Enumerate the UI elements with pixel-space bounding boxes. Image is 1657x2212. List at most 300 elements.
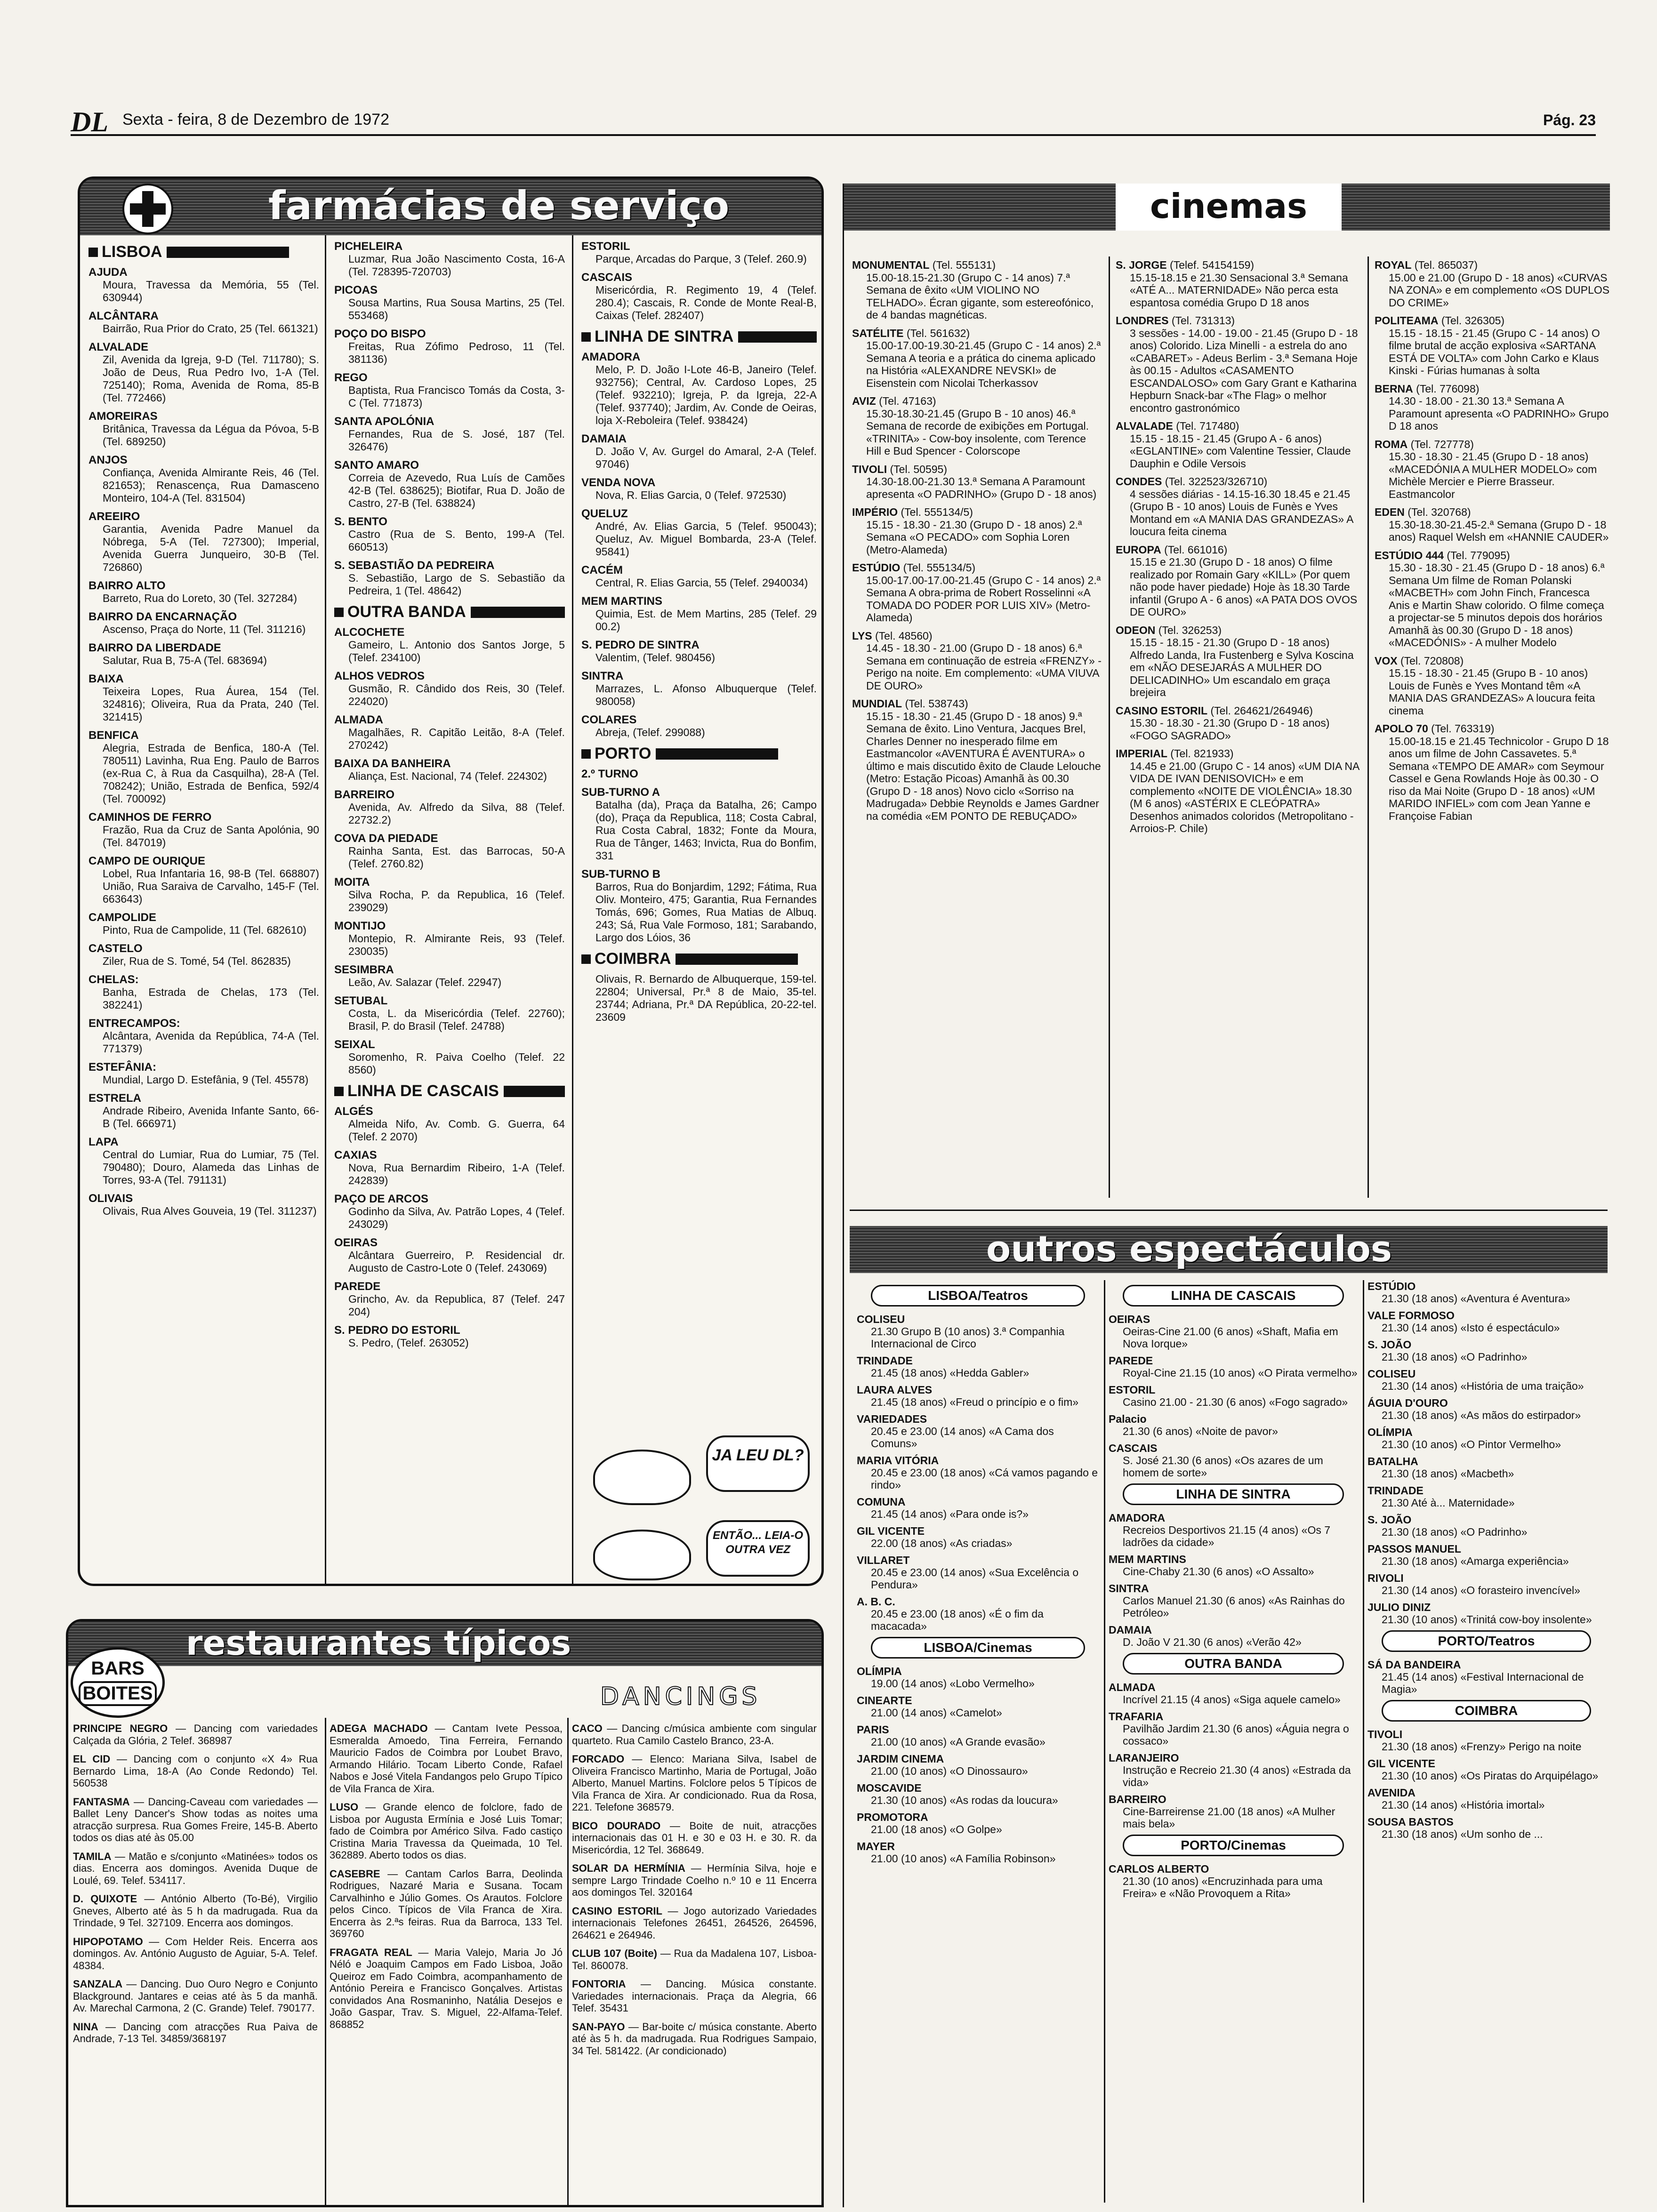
cinema-header [1375, 383, 1610, 395]
show-info: 21.45 (18 anos) «Hedda Gabler» [871, 1367, 1030, 1379]
pharmacy-area: ENTRECAMPOS: [88, 1017, 180, 1030]
venue-description: Dancing. Música constante. Variedades internacionais. Praça da Alegria, 66 Telef. 35431 [572, 1978, 817, 2014]
pharmacy-text: Moura, Travessa da Memória, 55 (Tel. 630944) [103, 279, 319, 304]
pharmacy-text: Leão, Av. Salazar (Telef. 22947) [348, 976, 502, 988]
cinema-program: 15.15 - 18.15 - 21.45 (Grupo A - 6 anos) «EGLANTINE» com Valentine Tessier, Claude Dauphin e Odile Versois [1130, 432, 1351, 470]
cinema-listing [1116, 624, 1360, 699]
show-listing [857, 1454, 1099, 1491]
venue-name: DAMAIA [1109, 1624, 1152, 1636]
pharmacy-entry [88, 811, 319, 849]
cinema-listing [852, 506, 1102, 556]
venue-entry: SAN-PAYO — Bar-boite c/ música constante. Aberto até às 5 h. da madrugada. Rua Rodrigues Sampaio, 34 Tel. 581422. (Ar condicionado) [572, 2020, 817, 2057]
venue-name: VARIEDADES [857, 1413, 927, 1425]
cinema-phone: (Tel. 50595) [890, 463, 947, 475]
pharmacy-text: Andrade Ribeiro, Avenida Infante Santo, 66-B (Tel. 666971) [103, 1105, 319, 1130]
region-label: LISBOA/Teatros [871, 1285, 1085, 1306]
pharmacy-box [78, 176, 824, 1586]
show-info: Incrível 21.15 (4 anos) «Siga aquele camelo» [1123, 1693, 1341, 1706]
cinema-program: 15.00 e 21.00 (Grupo D - 18 anos) «CURVAS NA ZONA» e em complemento «OS DUPLOS DO CRIME» [1389, 271, 1610, 309]
venue-name: TRAFARIA [1109, 1710, 1164, 1723]
pharmacy-entry [581, 351, 817, 427]
show-info: 21.30 (10 anos) «O Pintor Vermelho» [1382, 1438, 1561, 1451]
venue-name: PAREDE [1109, 1354, 1153, 1367]
cinema-program: 15.15 - 18.15 - 21.30 (Grupo D - 18 anos) Alfredo Landa, Ira Fustenberg e Sylva Koscina em «NÃO DESEJARÁS A MULHER DO DELICADINHO» Um escandalo em graça brejeira [1130, 636, 1354, 698]
venue-name: SINTRA [1109, 1582, 1149, 1595]
pharmacy-text: Bairrão, Rua Prior do Crato, 25 (Tel. 661321) [103, 322, 318, 335]
venue-entry: TAMILA — Matão e s/conjunto «Matinées» todos os dias. Encerra aos domingos. Avenida Duque de Loulé, 69. Telef. 534117. [73, 1850, 318, 1886]
section-square-icon [88, 248, 98, 257]
venue-name: MEM MARTINS [1109, 1553, 1186, 1565]
venue-entry: NINA — Dancing com atracções Rua Paiva de Andrade, 7-13 Tel. 34859/368197 [73, 2020, 318, 2044]
venue-description: Cantam Ivete Pessoa, Esmeralda Amoedo, Tina Ferreira, Fernando Mauricio Fados de Coimbra por Loubet Bravo, Armando Hilário. Tocam Liberto Conde, Rafael Nabos e José Vitela Fandangos pelo Grupo Típico de Vila Franca de Xira. [330, 1723, 563, 1795]
pharmacy-entry [88, 673, 319, 723]
pharmacy-area: BARREIRO [334, 788, 395, 801]
pharmacy-area: MOITA [334, 876, 370, 889]
pharmacy-area: CACÉM [581, 564, 623, 577]
show-info: Pavilhão Jardim 21.30 (6 anos) «Águia negra o cossaco» [1123, 1723, 1349, 1747]
venue-name: VALE FORMOSO [1367, 1309, 1455, 1322]
cinema-program: 15.30 - 18.30 - 21.45 (Grupo D - 18 anos) «MACEDÓNIA A MULHER MODELO» com Michèle Mercier e Pierre Brasseur. Eastmancolor [1389, 450, 1597, 500]
pharmacy-entry [581, 713, 817, 739]
pharmacy-area: REGO [334, 371, 368, 384]
pharmacy-entry [581, 433, 817, 471]
show-info: Casino 21.00 - 21.30 (6 anos) «Fogo sagrado» [1123, 1396, 1348, 1408]
cinema-phone: (Tel. 47163) [879, 395, 936, 407]
pharmacy-entry [88, 855, 319, 906]
venue-entry: BICO DOURADO — Boite de nuit, atracções internacionais das 01 H. e 30 e 03 H. e 30. R. da Misericórdia, 12 Tel. 368649. [572, 1819, 817, 1856]
pharmacy-entry [581, 786, 817, 862]
cinema-listing [852, 463, 1102, 501]
pharmacy-entry [334, 1324, 565, 1349]
column-divider [567, 1718, 569, 2207]
cinemas-column-1 [852, 259, 1102, 828]
cinema-name: ESTÚDIO 444 [1375, 549, 1444, 561]
cinema-program: 15.15 - 18.30 - 21.45 (Grupo B - 10 anos) Louis de Funès e Yves Montand têm «A MANIA DAS GRANDEZAS» A loucura feita cinema [1389, 667, 1595, 717]
cinema-listing [852, 630, 1102, 692]
cinemas-banner [843, 184, 1610, 231]
venue-description: Dancing com variedades Calçada da Glória, 2 Telef. 368987 [73, 1723, 318, 1747]
venue-name: ÁGUIA D'OURO [1367, 1397, 1448, 1409]
pharmacy-area: OLIVAIS [88, 1192, 133, 1205]
show-listing [1109, 1384, 1358, 1408]
section-bar [504, 1086, 565, 1097]
column-divider [1109, 256, 1110, 1198]
pharmacy-entry [88, 266, 319, 304]
pharmacy-text: Melo, P. D. João I-Lote 46-B, Janeiro (Telef. 932756); Central, Av. Cardoso Lopes, 25 (Telef. 932210); Igreja, P. da Igreja, 22-A (Telef. 937740); Jardim, Av. Conde de Oeiras, loja X-Reboleira (Telef. 938424) [595, 363, 817, 426]
pharmacy-text: Alcântara, Avenida da República, 74-A (Tel. 771379) [103, 1030, 319, 1055]
venue-entry: FONTORIA — Dancing. Música constante. Variedades internacionais. Praça da Alegria, 66 Telef. 35431 [572, 1978, 817, 2014]
pharmacy-area: CAXIAS [334, 1149, 377, 1162]
pharmacy-entry [334, 240, 565, 278]
pharmacy-area: ALGÉS [334, 1105, 373, 1118]
cinema-program: 15.00-18.15 e 21.45 Technicolor - Grupo D 18 anos um filme de John Cassavetes. 5.ª Semana «TEMPO DE AMAR» com Seymour Cassel e Gena Rowlands Hoje às 00.30 - O riso da Mai Noite (Grupo D - 18 anos) «UM MARIDO INFIEL» com com Jean Yanne e Françoise Fabian [1389, 735, 1609, 822]
venue-description: Grande elenco de folclore, fado de Lisboa por Augusta Ermínia e José Luis Tomar; fado de Coimbra por Américo Silva. Fado castiço Cristina Maria Travessa da Queimada, 10 Tel. 362889. Aberto todos os dias. [330, 1801, 563, 1861]
show-info: Cine-Barreirense 21.00 (18 anos) «A Mulher mais bela» [1123, 1805, 1335, 1830]
venue-name: PASSOS MANUEL [1367, 1543, 1461, 1555]
show-info: Carlos Manuel 21.30 (6 anos) «As Rainhas do Petróleo» [1123, 1595, 1345, 1619]
pharmacy-area: SEIXAL [334, 1038, 375, 1051]
pharmacy-area: ALMADA [334, 713, 383, 726]
show-info: 21.30 (10 anos) «Os Piratas do Arquipélago» [1382, 1770, 1599, 1782]
cinema-phone: (Tel. 776098) [1416, 382, 1480, 395]
pharmacy-text: Nova, R. Elias Garcia, 0 (Telef. 972530) [595, 489, 787, 501]
badge-bars: BARS [91, 1658, 145, 1679]
pharmacy-area: ALCOCHETE [334, 626, 405, 639]
cinema-listing [1116, 314, 1360, 414]
show-listing [1109, 1710, 1358, 1747]
pharmacy-area: BAIXA DA BANHEIRA [334, 757, 451, 770]
cinema-listing [1116, 747, 1360, 835]
pharmacy-section-title [334, 603, 565, 621]
cinema-program: 14.30 - 18.00 - 21.30 13.ª Semana A Paramount apresenta «O PADRINHO» Grupo D 18 anos [1389, 395, 1609, 432]
cinema-header [852, 561, 1102, 574]
column-divider [572, 235, 573, 1586]
outros-banner [850, 1226, 1608, 1273]
show-listing [857, 1811, 1099, 1835]
pharmacy-entry [581, 271, 817, 322]
cinema-header [1116, 624, 1360, 637]
section-bar [676, 954, 798, 965]
cinema-name: IMPERIAL [1116, 747, 1167, 760]
pharmacy-column-2 [334, 240, 565, 1355]
show-info: 19.00 (14 anos) «Lobo Vermelho» [871, 1677, 1035, 1690]
cinema-program: 15.30 - 18.30 - 21.30 (Grupo D - 18 anos) «FOGO SAGRADO» [1130, 717, 1330, 742]
venue-name: SAN-PAYO [572, 2020, 625, 2033]
pharmacy-text: Barreto, Rua do Loreto, 30 (Tel. 327284) [103, 592, 297, 604]
pharmacy-entry [334, 415, 565, 453]
cinema-listing [1375, 506, 1610, 544]
cinema-name: S. JORGE [1116, 259, 1167, 271]
venue-name: COMUNA [857, 1496, 906, 1508]
pharmacy-area: PICOAS [334, 284, 378, 297]
venue-name: MOSCAVIDE [857, 1782, 922, 1794]
section-title-text: COIMBRA [595, 950, 671, 968]
pharmacy-entry [88, 579, 319, 605]
region-label: LISBOA/Cinemas [871, 1637, 1085, 1659]
show-listing [1109, 1354, 1358, 1379]
pharmacy-text: Sousa Martins, Rua Sousa Martins, 25 (Tel. 553468) [348, 297, 565, 321]
section-square-icon [581, 749, 591, 759]
cinema-header [1116, 705, 1360, 717]
cinema-header [1375, 506, 1610, 519]
show-info: 21.30 (14 anos) «História de uma traição» [1382, 1380, 1584, 1392]
venue-name: ESTÚDIO [1367, 1280, 1416, 1292]
pharmacy-entry [334, 1149, 565, 1187]
cinema-name: MUNDIAL [852, 697, 902, 710]
pharmacy-area: CAMINHOS DE FERRO [88, 811, 212, 824]
venue-name: GIL VICENTE [857, 1525, 925, 1537]
pharmacy-area: AMADORA [581, 351, 641, 363]
venue-entry: LUSO — Grande elenco de folclore, fado de Lisboa por Augusta Ermínia e José Luis Tomar; fado de Coimbra por Américo Silva. Fado castiço Cristina Maria Travessa da Queimada, 10 Tel. 362889. Aberto todos os dias. [330, 1801, 563, 1861]
show-listing [1109, 1624, 1358, 1648]
pharmacy-text: Ascenso, Praça do Norte, 11 (Tel. 311216) [103, 623, 306, 635]
pharmacy-area: COVA DA PIEDADE [334, 832, 438, 845]
cartoon-face-icon [593, 1450, 691, 1505]
venue-name: TIVOLI [1367, 1728, 1403, 1740]
venue-name: COLISEU [1367, 1368, 1416, 1380]
cinema-phone: (Telef. 54154159) [1170, 259, 1255, 271]
pharmacy-area: PICHELEIRA [334, 240, 403, 253]
pharmacy-entry [334, 713, 565, 752]
cinema-name: MONUMENTAL [852, 259, 930, 271]
pharmacy-entry [581, 476, 817, 502]
cinema-listing [1375, 722, 1610, 822]
pharmacy-text: Godinho da Silva, Av. Patrão Lopes, 4 (Telef. 243029) [348, 1205, 565, 1230]
venue-name: BICO DOURADO [572, 1819, 661, 1832]
pharmacy-text: Almeida Nifo, Av. Comb. G. Guerra, 64 (Telef. 2 2070) [348, 1118, 565, 1143]
region-label: PORTO/Cinemas [1123, 1835, 1344, 1856]
cinema-header [852, 259, 1102, 272]
venue-description: Dancing com o conjunto «X 4» Rua Bernardo Lima, 18-A (Ao Conde Redondo) Tel. 560538 [73, 1753, 318, 1789]
venue-description: Dancing com atracções Rua Paiva de Andrade, 7-13 Tel. 34859/368197 [73, 2020, 318, 2044]
section-bar [656, 748, 778, 760]
cinema-phone: (Tel. 661016) [1164, 543, 1228, 556]
venue-name: ESTORIL [1109, 1384, 1156, 1396]
cinema-program: 15.15 - 18.30 - 21.45 (Grupo D - 18 anos) 9.ª Semana de êxito. Lino Ventura, Jacques Brel, Charles Denner no inesperado filme em Eastmancolor «AVENTURA É AVENTURA» o último e mais discutido êxito de Claude Lelouche (Metro: Estação Picoas) Amanhã às 00.30 (Grupo D - 18 anos) Novo ciclo «Sorriso na Madrugada» Debbie Reynolds e James Gardner na comédia «EM PONTO DE REBUÇADO» [866, 710, 1101, 822]
pharmacy-text: Quimia, Est. de Mem Martins, 285 (Telef. 29 00.2) [595, 608, 817, 633]
show-listing [857, 1595, 1099, 1632]
cinema-program: 15.00-18.15-21.30 (Grupo C - 14 anos) 7.ª Semana de êxito «UM VIOLINO NO TELHADO». Écran gigante, som estereofónico, de 4 bandas magnéticas. [866, 271, 1094, 321]
pharmacy-text: André, Av. Elias Garcia, 5 (Telef. 950043); Queluz, Av. Miguel Bombarda, 23-A (Telef. 95841) [595, 520, 817, 558]
venue-description: Boite de nuit, atracções internacionais das 01 H. e 30 e 03 H. e 30. R. da Misericórdia, 12 Tel. 368649. [572, 1819, 817, 1856]
section-square-icon [581, 954, 591, 964]
pharmacy-entry [334, 328, 565, 366]
cinema-phone: (Tel. 717480) [1176, 420, 1239, 432]
cinema-phone: (Tel. 779095) [1447, 549, 1510, 561]
show-info: Instrução e Recreio 21.30 (4 anos) «Estrada da vida» [1123, 1764, 1351, 1788]
cinema-header [1375, 722, 1610, 735]
cinema-listing [852, 395, 1102, 457]
pharmacy-area: S. PEDRO DE SINTRA [581, 639, 700, 651]
venue-name: SANZALA [73, 1978, 123, 1990]
cinema-header [1375, 549, 1610, 562]
pharmacy-entry [581, 240, 817, 265]
cinema-phone: (Tel. 326253) [1158, 624, 1222, 636]
cinema-listing [852, 259, 1102, 321]
cinema-phone: (Tel. 731313) [1171, 314, 1235, 327]
restaurants-column-2 [330, 1723, 563, 2037]
venue-entry: PRINCIPE NEGRO — Dancing com variedades Calçada da Glória, 2 Telef. 368987 [73, 1723, 318, 1747]
show-listing [857, 1840, 1099, 1865]
pharmacy-area: CAMPOLIDE [88, 911, 156, 924]
pharmacy-section-title [334, 1082, 565, 1100]
pharmacy-area: BAIRRO DA ENCARNAÇÃO [88, 610, 237, 623]
show-info: Recreios Desportivos 21.15 (4 anos) «Os 7 ladrões da cidade» [1123, 1524, 1331, 1548]
cartoon-bubble-2: ENTÃO... LEIA-O OUTRA VEZ [706, 1520, 810, 1577]
section-title-text: LINHA DE CASCAIS [347, 1082, 499, 1100]
pharmacy-text: Lobel, Rua Infantaria 16, 98-B (Tel. 668807) União, Rua Saraiva de Carvalho, 145-F (Tel. 663643) [103, 867, 319, 905]
pharmacy-entry [581, 507, 817, 558]
pharmacy-entry [88, 1061, 319, 1086]
show-info: 20.45 e 23.00 (18 anos) «Cá vamos pagando e rindo» [871, 1467, 1098, 1491]
venue-name: CARLOS ALBERTO [1109, 1863, 1209, 1875]
cinema-program: 15.30-18.30-21.45-2.ª Semana (Grupo D - 18 anos) Raquel Welsh em «HANNIE CAUDER» [1389, 518, 1609, 543]
pharmacy-entry [581, 595, 817, 633]
outros-column-2 [1109, 1280, 1358, 1904]
cinema-header [1375, 438, 1610, 451]
page-number: Pág. 23 [1543, 112, 1596, 128]
show-info: 21.30 (10 anos) «As rodas da loucura» [871, 1794, 1058, 1806]
venue-name: LAURA ALVES [857, 1384, 933, 1396]
cinema-name: ESTÚDIO [852, 561, 901, 574]
pharmacy-area: CASTELO [88, 942, 143, 955]
pharmacy-area: ALVALADE [88, 341, 149, 353]
cinema-program: 15.15 - 18.30 - 21.30 (Grupo D - 18 anos) 2.ª Semana «O PECADO» com Sophia Loren (Metro-Alameda) [866, 518, 1082, 556]
venue-name: MARIA VITÓRIA [857, 1454, 939, 1467]
venue-description: Hermínia Silva, hoje e sempre Largo Trindade Coelho n.º 10 e 11 Encerra aos domingos Tel. 320164 [572, 1862, 817, 1898]
pharmacy-entry [334, 994, 565, 1033]
show-info: 21.00 (10 anos) «O Dinossauro» [871, 1765, 1028, 1777]
show-listing [1109, 1512, 1358, 1548]
venue-name: JULIO DINIZ [1367, 1601, 1431, 1613]
venue-name: MAYER [857, 1840, 895, 1852]
bars-boites-badge [71, 1647, 165, 1718]
show-listing [1367, 1572, 1605, 1596]
section-title-text: LINHA DE SINTRA [595, 328, 734, 345]
region-label: PORTO/Teatros [1382, 1630, 1591, 1652]
cinema-listing [1116, 475, 1360, 538]
pharmacy-entry [334, 1193, 565, 1231]
show-info: 21.00 (10 anos) «A Grande evasão» [871, 1736, 1046, 1748]
pharmacy-area: BAIXA [88, 673, 124, 685]
cartoon-bubble-1: JA LEU DL? [706, 1435, 810, 1492]
venue-name: OEIRAS [1109, 1313, 1150, 1325]
section-bar [471, 607, 565, 618]
pharmacy-text: Banha, Estrada de Chelas, 173 (Tel. 382241) [103, 986, 319, 1011]
venue-name: PARIS [857, 1723, 889, 1736]
cinema-program: 15.30 - 18.30 - 21.45 (Grupo D - 18 anos) 6.ª Semana Um filme de Roman Polanski «MACBETH» com John Finch, Francesca Anis e Martin Shaw colorido. O filme começa a projectar-se 5 minutos depois dos horários Amanhã às 00.30 (Grupo D - 18 anos) «MACEDÓNIS» - A mulher Modelo [1389, 561, 1605, 649]
pharmacy-text: Freitas, Rua Zófimo Pedroso, 11 (Tel. 381136) [348, 340, 565, 365]
section-title-text: PORTO [595, 745, 652, 762]
venue-description: António Alberto (To-Bé), Virgilio Gneves, Alberto até às 5 h da madrugada. Rua da Trindade, 9 Tel. 327109. Encerra aos domingos. [73, 1893, 318, 1929]
pharmacy-text: Mundial, Largo D. Estefânia, 9 (Tel. 45578) [103, 1074, 309, 1086]
venue-description: Dancing. Duo Ouro Negro e Conjunto Blackground. Jantares e ceias até às 5 da manhã. Av. Marechal Carmona, 2 (C. Grande) Telef. 790177. [73, 1978, 318, 2014]
cartoon-face-2-icon [593, 1530, 691, 1580]
venue-entry: ADEGA MACHADO — Cantam Ivete Pessoa, Esmeralda Amoedo, Tina Ferreira, Fernando Mauricio Fados de Coimbra por Loubet Bravo, Armando Hilário. Tocam Liberto Conde, Rafael Nabos e José Vitela Fandangos pelo Grupo Típico de Vila Franca de Xira. [330, 1723, 563, 1795]
show-listing [1109, 1582, 1358, 1619]
outros-title: outros espectáculos [986, 1228, 1392, 1270]
cinema-name: EUROPA [1116, 543, 1161, 556]
show-listing [857, 1354, 1099, 1379]
pharmacy-area: ANJOS [88, 454, 128, 466]
pharmacy-entry [581, 768, 817, 780]
show-listing [1109, 1681, 1358, 1706]
venue-description: Bar-boite c/ música constante. Aberto até às 5 h. da madrugada. Rua Rodrigues Sampaio, 34 Tel. 581422. (Ar condicionado) [572, 2020, 817, 2057]
show-listing [1367, 1397, 1605, 1421]
cinema-listing [1375, 655, 1610, 717]
pharmacy-text: Barros, Rua do Bonjardim, 1292; Fátima, Rua Oliv. Monteiro, 475; Garantia, Rua Fernandes Tomás, 696; Gomes, Rua Matias de Albuq. 243; Sá, Rua Vale Formoso, 181; Sarabando, Largo dos Lóios, 36 [595, 881, 817, 944]
cinema-phone: (Tel. 320768) [1408, 506, 1471, 518]
pharmacy-area: SANTA APOLÓNIA [334, 415, 434, 428]
venue-name: OLÍMPIA [1367, 1426, 1413, 1438]
venue-name: VILLARET [857, 1554, 910, 1566]
pharmacy-text: Britânica, Travessa da Légua da Póvoa, 5-B (Tel. 689250) [103, 423, 319, 448]
show-info: 21.30 (10 anos) «Trinitá cow-boy insolente» [1382, 1613, 1592, 1626]
region-label: LINHA DE CASCAIS [1123, 1285, 1344, 1306]
pharmacy-area: PAREDE [334, 1280, 381, 1293]
show-listing [1367, 1338, 1605, 1363]
pharmacy-entry [334, 559, 565, 597]
venue-name: FANTASMA [73, 1795, 130, 1808]
cinema-phone: (Tel. 322523/326710) [1165, 475, 1268, 488]
show-listing [857, 1694, 1099, 1719]
venue-name: FORCADO [572, 1753, 625, 1765]
cinema-header [852, 395, 1102, 408]
show-listing [1367, 1484, 1605, 1509]
pharmacy-entry [88, 310, 319, 335]
pharmacy-entry [334, 284, 565, 322]
show-listing [1109, 1553, 1358, 1578]
cinema-header [1116, 475, 1360, 488]
show-info: 21.30 (18 anos) «Amarga experiência» [1382, 1555, 1569, 1567]
pharmacy-area: SUB-TURNO A [581, 786, 660, 799]
venue-description: Cantam Carlos Barra, Deolinda Rodrigues, Nazaré Maria e Susana. Tocam Carvalhinho e Júlio Gomes. Os Arautos. Folclore pelos Cinco. Típicos de Vila Franca de Xira. Encerra às 2.ªs feiras. Rua da Barroca, 133 Tel. 369760 [330, 1867, 563, 1940]
column-divider [1367, 256, 1369, 1198]
pharmacy-section-title [581, 745, 817, 763]
cinema-program: 15.30-18.30-21.45 (Grupo B - 10 anos) 46.ª Semana de recorde de exibições em Portugal. «TRINITA» - Cow-boy insolente, com Terence Hill e Bud Spencer - Colorscope [866, 407, 1089, 457]
region-label: LINHA DE SINTRA [1123, 1483, 1344, 1505]
pharmacy-text: Baptista, Rua Francisco Tomás da Costa, 3-C (Tel. 771873) [348, 384, 565, 409]
pharmacy-text: Luzmar, Rua João Nascimento Costa, 16-A (Tel. 728395-720703) [348, 253, 565, 278]
pharmacy-text: Garantia, Avenida Padre Manuel da Nóbrega, 5-A (Tel. 727300); Imperial, Avenida Guerra Junqueiro, 30-B (Tel. 726860) [103, 523, 319, 573]
show-listing [1367, 1426, 1605, 1451]
pharmacy-text: Nova, Rua Bernardim Ribeiro, 1-A (Telef. 242839) [348, 1162, 565, 1186]
show-info: 21.30 (14 anos) «Isto é espectáculo» [1382, 1322, 1560, 1334]
pharmacy-area: S. PEDRO DO ESTORIL [334, 1324, 460, 1337]
cinema-header [1116, 420, 1360, 433]
pharmacy-text: Magalhães, R. Capitão Leitão, 8-A (Telef. 270242) [348, 726, 565, 751]
pharmacy-text: S. Sebastião, Largo de S. Sebastião da Pedreira, 1 (Tel. 48642) [348, 572, 565, 597]
show-info: D. João V 21.30 (6 anos) «Verão 42» [1123, 1636, 1302, 1648]
cinema-listing [1375, 438, 1610, 501]
venue-name: COLISEU [857, 1313, 905, 1325]
venue-name: TAMILA [73, 1850, 112, 1862]
pharmacy-area: VENDA NOVA [581, 476, 656, 489]
outros-column-1 [857, 1280, 1099, 1869]
cinema-listing [852, 561, 1102, 624]
pharmacy-text: Central do Lumiar, Rua do Lumiar, 75 (Tel. 790480); Douro, Alameda das Linhas de Torres, 93-A (Tel. 791131) [103, 1148, 319, 1186]
show-listing [1109, 1863, 1358, 1899]
venue-entry: CACO — Dancing c/música ambiente com singular quarteto. Rua Camilo Castelo Branco, 23-A. [572, 1723, 817, 1747]
pharmacy-entry [581, 639, 817, 664]
cinema-listing [1375, 259, 1610, 309]
pharmacy-entry [581, 868, 817, 944]
venue-entry: CLUB 107 (Boite) — Rua da Madalena 107, Lisboa-Tel. 860078. [572, 1948, 817, 1972]
pharmacy-text: Olivais, R. Bernardo de Albuquerque, 159-tel. 22804; Universal, Pr.ª 8 de Maio, 35-tel. 23744; Adriana, Pr.ª DA República, 20-22-tel. 23609 [595, 973, 817, 1023]
show-info: 21.00 (18 anos) «O Golpe» [871, 1823, 1002, 1835]
show-info: Royal-Cine 21.15 (10 anos) «O Pirata vermelho» [1123, 1367, 1358, 1379]
cinema-header [1375, 655, 1610, 667]
pharmacy-area: ESTORIL [581, 240, 630, 253]
pharmacy-text: D. João V, Av. Gurgel do Amaral, 2-A (Telef. 97046) [595, 445, 817, 470]
show-listing [857, 1413, 1099, 1450]
show-info: 21.30 (18 anos) «O Padrinho» [1382, 1351, 1528, 1363]
cinema-name: ROMA [1375, 438, 1408, 450]
cinema-listing [852, 697, 1102, 822]
venue-description: Dancing c/música ambiente com singular quarteto. Rua Camilo Castelo Branco, 23-A. [572, 1723, 817, 1747]
show-listing [1367, 1309, 1605, 1334]
cinema-program: 15.15 e 21.30 (Grupo D - 18 anos) O filme realizado por Romain Gary «KILL» (Por quem não pode haver piedade) Hoje às 18.30 Tarde infantil (Grupo A - 6 anos) «A PATA DOS OVOS DE OURO» [1130, 556, 1358, 618]
issue-date: Sexta - feira, 8 de Dezembro de 1972 [122, 111, 389, 128]
cinema-name: LYS [852, 629, 872, 642]
pharmacy-entry [334, 1280, 565, 1318]
show-listing [1109, 1793, 1358, 1830]
venue-name: HIPOPOTAMO [73, 1935, 143, 1948]
section-square-icon [334, 1087, 344, 1096]
show-listing [857, 1525, 1099, 1549]
venue-name: Palacio [1109, 1413, 1147, 1425]
cinema-program: 14.45 e 21.00 (Grupo C - 14 anos) «UM DIA NA VIDA DE IVAN DENISOVICH» e em complemento «NOITE DE VIOLÊNCIA» 18.30 (M 6 anos) «ASTÉRIX E CLEÓPATRA» Desenhos animados coloridos (Metropolitano - Arroios-P. Chile) [1130, 760, 1359, 834]
